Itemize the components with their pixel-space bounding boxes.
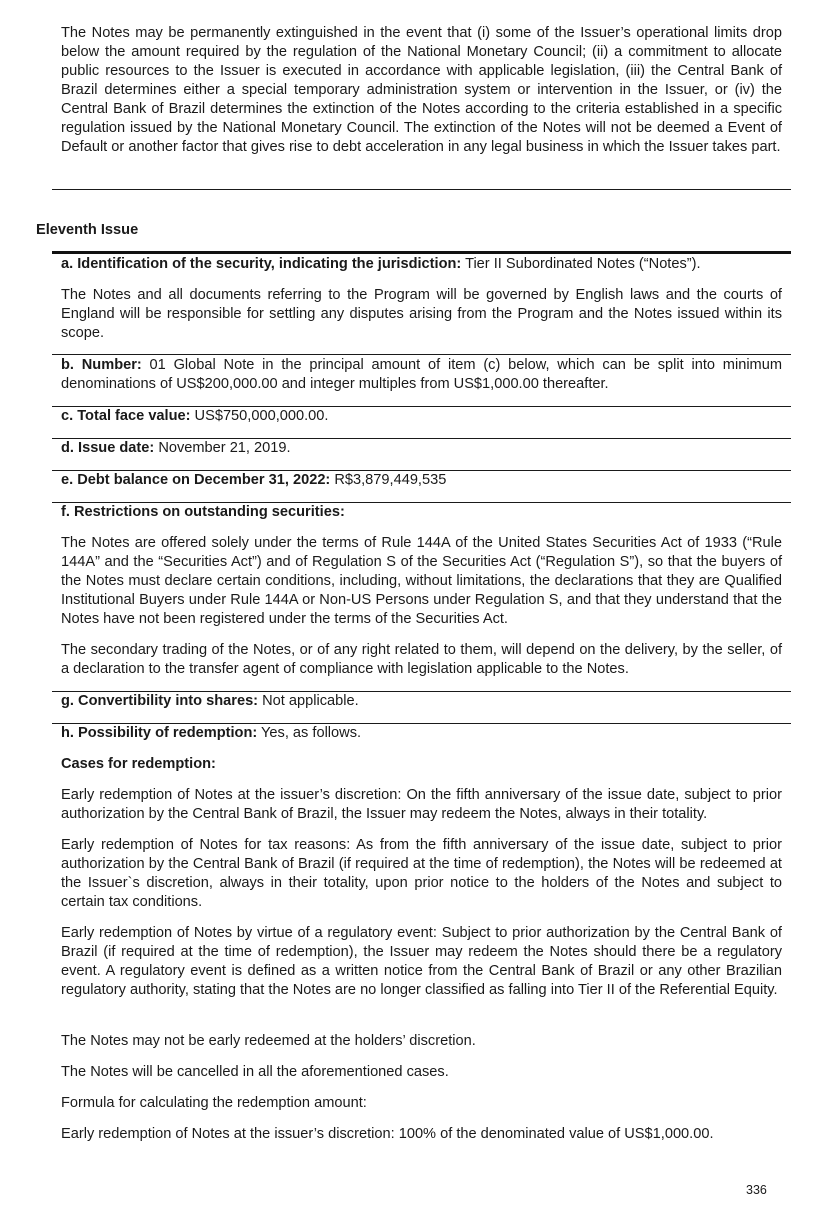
item-h-label: h. Possibility of redemption: — [61, 725, 258, 741]
section-title: Eleventh Issue — [36, 222, 139, 238]
item-g-label: g. Convertibility into shares: — [61, 693, 259, 709]
item-b-label: b. Number: — [61, 357, 142, 373]
cases-for-redemption-title: Cases for redemption: — [61, 756, 216, 772]
item-f — [61, 503, 782, 522]
item-e-value: R$3,879,449,535 — [330, 472, 447, 488]
redemption-tax-reasons: Early redemption of Notes for tax reasons: As from the fifth anniversary of the issue date, subject to prior authorization by the Central Bank of Brazil (if required at the time of redemption), the Notes will be redeemed at the Issuer`s discretion, always in their totality, upon prior notice to the holders of the Notes and subject to certain tax conditions. — [61, 837, 782, 910]
row-divider — [52, 354, 791, 355]
formula-title: Formula for calculating the redemption amount: — [61, 1095, 367, 1111]
item-g — [61, 692, 782, 711]
formula-issuer-discretion: Early redemption of Notes at the issuer’s discretion: 100% of the denominated value of US$1,000.00. — [61, 1126, 714, 1142]
item-f-label: f. Restrictions on outstanding securities: — [61, 504, 345, 520]
redemption-regulatory-event: Early redemption of Notes by virtue of a regulatory event: Subject to prior authorization by the Central Bank of Brazil (if required at the time of redemption), the Issuer may redeem the Notes should there be a regulatory event. A regulatory event is defined as a written notice from the Central Bank of Brazil or any other Brazilian regulatory authority, stating that the Notes are no longer classified as falling into Tier II of the Referential Equity. — [61, 925, 782, 998]
item-g-value: Not applicable. — [258, 693, 359, 709]
item-e-label: e. Debt balance on December 31, 2022: — [61, 472, 331, 488]
item-f-paragraph-2: The secondary trading of the Notes, or of any right related to them, will depend on the delivery, by the seller, of a declaration to the transfer agent of compliance with legislation applicable to the Notes. — [61, 642, 782, 677]
table-top-border — [52, 251, 791, 254]
item-h — [61, 724, 782, 743]
item-f-paragraph-1: The Notes are offered solely under the terms of Rule 144A of the United States Securities Act of 1933 (“Rule 144A” and the “Securities Act”) and of Regulation S of the Securities Act (“Regulation S”), so that the buyers of the Notes must declare certain conditions, including, without limitations, the declarations that they are Qualified Institutional Buyers under Rule 144A or Non-US Persons under Regulation S, and that they understand that the Notes have not been registered under the terms of the Securities Act. — [61, 535, 782, 627]
item-a-governing-law: The Notes and all documents referring to the Program will be governed by English laws and the courts of England will be responsible for settling any disputes arising from the Program and the Notes issued within its scope. — [61, 287, 782, 341]
item-d-label: d. Issue date: — [61, 440, 155, 456]
holders-discretion-note: The Notes may not be early redeemed at the holders’ discretion. — [61, 1033, 476, 1049]
item-c — [61, 407, 782, 426]
item-a-value: Tier II Subordinated Notes (“Notes”). — [461, 256, 701, 272]
item-b — [61, 356, 782, 394]
item-a-label: a. Identification of the security, indicating the jurisdiction: — [61, 256, 462, 272]
item-e — [61, 471, 782, 490]
item-c-value: US$750,000,000.00. — [190, 408, 329, 424]
item-d — [61, 439, 782, 458]
section-divider — [52, 189, 791, 190]
intro-paragraph: The Notes may be permanently extinguished in the event that (i) some of the Issuer’s operational limits drop below the amount required by the regulation of the National Monetary Council; (ii) a commitment to allocate public resources to the Issuer is executed in accordance with applicable legislation, (iii) the Central Bank of Brazil determines either a special temporary administration system or intervention in the Issuer, or (iv) the Central Bank of Brazil determines the extinction of the Notes according to the criteria established in a specific regulation issued by the National Monetary Council. The extinction of the Notes will not be deemed a Event of Default or another factor that gives rise to debt acceleration in any legal business in which the Issuer takes part. — [61, 25, 782, 155]
item-d-value: November 21, 2019. — [154, 440, 291, 456]
item-a — [61, 255, 782, 274]
page-number: 336 — [746, 1183, 767, 1197]
item-c-label: c. Total face value: — [61, 408, 191, 424]
cancellation-note: The Notes will be cancelled in all the aforementioned cases. — [61, 1064, 449, 1080]
redemption-issuer-discretion: Early redemption of Notes at the issuer’s discretion: On the fifth anniversary of the issue date, subject to prior authorization by the Central Bank of Brazil, the Issuer may redeem the Notes, always in their totality. — [61, 787, 782, 822]
item-b-value: 01 Global Note in the principal amount of item (c) below, which can be split into minimum denominations of US$200,000.00 and integer multiples from US$1,000.00 thereafter. — [61, 357, 782, 392]
item-h-value: Yes, as follows. — [257, 725, 362, 741]
